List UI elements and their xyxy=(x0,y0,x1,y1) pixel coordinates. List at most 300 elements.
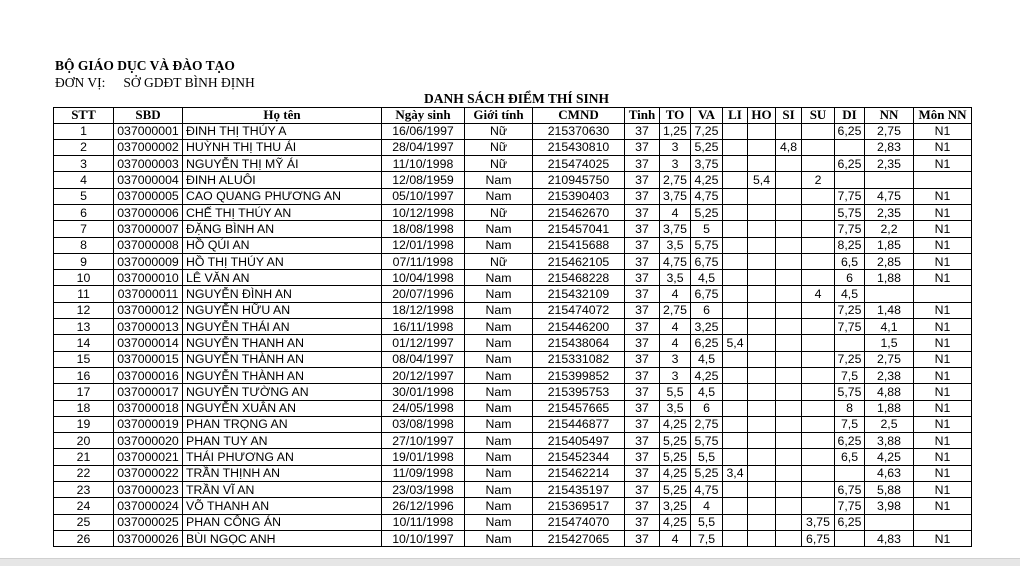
table-cell: 7,75 xyxy=(835,498,865,514)
table-cell: 2,35 xyxy=(865,156,914,172)
table-cell: 3,98 xyxy=(865,498,914,514)
table-cell: N1 xyxy=(914,123,972,139)
table-cell: 9 xyxy=(54,253,114,269)
table-cell: NGUYỄN THÁI AN xyxy=(183,319,382,335)
table-row xyxy=(54,384,972,400)
table-cell: 22 xyxy=(54,465,114,481)
table-cell: 6,75 xyxy=(691,253,723,269)
table-cell: N1 xyxy=(914,237,972,253)
table-cell xyxy=(776,465,802,481)
table-row xyxy=(54,237,972,253)
table-cell: 5,25 xyxy=(660,449,691,465)
table-cell: Nam xyxy=(465,465,533,481)
table-cell xyxy=(865,286,914,302)
table-cell: 23/03/1998 xyxy=(382,482,465,498)
table-row xyxy=(54,221,972,237)
table-cell: 10/04/1998 xyxy=(382,270,465,286)
table-cell: 08/04/1997 xyxy=(382,351,465,367)
table-cell: 2,38 xyxy=(865,367,914,383)
table-cell: Nữ xyxy=(465,156,533,172)
table-cell: 7,75 xyxy=(835,188,865,204)
table-cell: Nam xyxy=(465,351,533,367)
table-cell xyxy=(723,204,748,220)
table-cell: 037000013 xyxy=(114,319,183,335)
table-cell: 5 xyxy=(691,221,723,237)
table-cell xyxy=(802,400,835,416)
table-cell: 5,5 xyxy=(660,384,691,400)
table-cell xyxy=(776,433,802,449)
table-cell: NGUYỄN THÀNH AN xyxy=(183,351,382,367)
table-cell: 11 xyxy=(54,286,114,302)
table-cell: 4,75 xyxy=(691,188,723,204)
table-cell: 37 xyxy=(625,139,660,155)
table-cell xyxy=(748,416,776,432)
table-cell: 16/11/1998 xyxy=(382,319,465,335)
table-cell: 3,75 xyxy=(802,514,835,530)
table-cell xyxy=(723,139,748,155)
table-cell: 37 xyxy=(625,384,660,400)
table-cell: THÁI PHƯƠNG AN xyxy=(183,449,382,465)
table-row xyxy=(54,498,972,514)
table-cell: 37 xyxy=(625,270,660,286)
table-cell: Nam xyxy=(465,384,533,400)
table-cell: 2 xyxy=(54,139,114,155)
table-cell: NGUYỄN HỮU AN xyxy=(183,302,382,318)
table-header-row xyxy=(54,108,972,124)
table-cell: Nam xyxy=(465,400,533,416)
table-cell: 4,75 xyxy=(865,188,914,204)
table-cell: Nam xyxy=(465,221,533,237)
table-cell xyxy=(914,514,972,530)
table-cell: 24/05/1998 xyxy=(382,400,465,416)
table-cell xyxy=(776,319,802,335)
table-cell xyxy=(723,514,748,530)
table-cell: 37 xyxy=(625,319,660,335)
table-cell: 1,5 xyxy=(865,335,914,351)
table-row xyxy=(54,465,972,481)
column-header: SBD xyxy=(114,108,183,124)
document-title: DANH SÁCH ĐIỂM THÍ SINH xyxy=(424,91,610,106)
table-cell xyxy=(748,270,776,286)
table-cell: PHAN TUY AN xyxy=(183,433,382,449)
table-cell: 215370630 xyxy=(533,123,625,139)
table-cell: N1 xyxy=(914,253,972,269)
table-cell: N1 xyxy=(914,465,972,481)
table-cell: 7 xyxy=(54,221,114,237)
table-cell: 6,5 xyxy=(835,253,865,269)
table-cell: Nam xyxy=(465,335,533,351)
table-cell xyxy=(802,482,835,498)
table-cell: 4,5 xyxy=(691,384,723,400)
table-row xyxy=(54,270,972,286)
table-cell: 4,25 xyxy=(691,172,723,188)
column-header: HO xyxy=(748,108,776,124)
table-cell xyxy=(776,416,802,432)
table-cell: 5 xyxy=(54,188,114,204)
table-row xyxy=(54,156,972,172)
table-cell: 2,35 xyxy=(865,204,914,220)
table-cell: NGUYỄN THANH AN xyxy=(183,335,382,351)
table-cell xyxy=(914,172,972,188)
table-cell: 6 xyxy=(691,302,723,318)
table-cell: 03/08/1998 xyxy=(382,416,465,432)
table-cell: 37 xyxy=(625,514,660,530)
table-cell: 037000014 xyxy=(114,335,183,351)
table-cell xyxy=(748,530,776,546)
table-cell: Nam xyxy=(465,188,533,204)
table-cell xyxy=(802,433,835,449)
table-cell: 4 xyxy=(54,172,114,188)
column-header: CMND xyxy=(533,108,625,124)
table-cell: 37 xyxy=(625,465,660,481)
table-cell: 21 xyxy=(54,449,114,465)
table-cell: 26 xyxy=(54,530,114,546)
table-cell: 037000012 xyxy=(114,302,183,318)
table-cell: 2,75 xyxy=(660,172,691,188)
table-cell xyxy=(776,514,802,530)
table-cell: N1 xyxy=(914,156,972,172)
table-cell: 7,5 xyxy=(691,530,723,546)
table-cell: TRẦN THỊNH AN xyxy=(183,465,382,481)
table-cell: 215395753 xyxy=(533,384,625,400)
table-cell: 10/11/1998 xyxy=(382,514,465,530)
table-cell: N1 xyxy=(914,188,972,204)
table-cell: 037000010 xyxy=(114,270,183,286)
table-cell xyxy=(748,253,776,269)
table-row xyxy=(54,433,972,449)
table-cell: 24 xyxy=(54,498,114,514)
table-cell: 215415688 xyxy=(533,237,625,253)
table-cell: N1 xyxy=(914,433,972,449)
table-cell: 215438064 xyxy=(533,335,625,351)
table-cell xyxy=(748,302,776,318)
table-cell: ĐINH THỊ THÚY A xyxy=(183,123,382,139)
table-cell: 4 xyxy=(660,204,691,220)
table-cell: 210945750 xyxy=(533,172,625,188)
table-cell: 215435197 xyxy=(533,482,625,498)
table-cell: 7,75 xyxy=(835,319,865,335)
column-header: Tinh xyxy=(625,108,660,124)
table-cell: 28/04/1997 xyxy=(382,139,465,155)
table-cell xyxy=(865,172,914,188)
table-cell: 17 xyxy=(54,384,114,400)
table-cell xyxy=(776,400,802,416)
table-cell: 37 xyxy=(625,433,660,449)
column-header: SU xyxy=(802,108,835,124)
table-cell xyxy=(802,237,835,253)
table-cell xyxy=(748,514,776,530)
table-row xyxy=(54,367,972,383)
table-cell: 4 xyxy=(660,530,691,546)
table-cell: 37 xyxy=(625,367,660,383)
table-cell: 6,75 xyxy=(691,286,723,302)
table-row xyxy=(54,188,972,204)
table-cell xyxy=(748,482,776,498)
table-cell: NGUYỄN TƯỜNG AN xyxy=(183,384,382,400)
table-cell: 37 xyxy=(625,482,660,498)
table-cell: 6,25 xyxy=(835,514,865,530)
table-cell xyxy=(723,286,748,302)
table-row xyxy=(54,253,972,269)
table-cell xyxy=(748,400,776,416)
table-cell xyxy=(723,384,748,400)
table-cell: 6 xyxy=(691,400,723,416)
table-cell xyxy=(776,188,802,204)
table-cell: 6,75 xyxy=(835,482,865,498)
table-cell: 27/10/1997 xyxy=(382,433,465,449)
table-cell: 3,25 xyxy=(660,498,691,514)
table-cell: 4,5 xyxy=(691,270,723,286)
table-cell: 37 xyxy=(625,302,660,318)
table-cell: 3,75 xyxy=(660,221,691,237)
table-cell xyxy=(723,449,748,465)
column-header: VA xyxy=(691,108,723,124)
table-cell: 2,75 xyxy=(865,123,914,139)
table-cell: 5,5 xyxy=(691,514,723,530)
table-cell: HUỲNH THỊ THU ÁI xyxy=(183,139,382,155)
table-cell: 11/10/1998 xyxy=(382,156,465,172)
table-cell: 4 xyxy=(660,335,691,351)
table-cell: 037000001 xyxy=(114,123,183,139)
table-cell: 20/07/1996 xyxy=(382,286,465,302)
table-cell xyxy=(776,253,802,269)
table-cell xyxy=(723,400,748,416)
table-cell: 2,75 xyxy=(865,351,914,367)
table-cell xyxy=(776,449,802,465)
table-cell: N1 xyxy=(914,384,972,400)
table-cell xyxy=(748,221,776,237)
table-cell: 4,83 xyxy=(865,530,914,546)
table-cell xyxy=(748,351,776,367)
table-cell xyxy=(748,237,776,253)
table-cell xyxy=(802,123,835,139)
table-cell: 037000026 xyxy=(114,530,183,546)
column-header: LI xyxy=(723,108,748,124)
table-cell: 2,83 xyxy=(865,139,914,155)
table-cell: 4 xyxy=(660,319,691,335)
table-cell: 7,25 xyxy=(835,351,865,367)
table-cell: 215462670 xyxy=(533,204,625,220)
table-cell: 215432109 xyxy=(533,286,625,302)
column-header: SI xyxy=(776,108,802,124)
table-cell: 5,4 xyxy=(748,172,776,188)
table-cell: 13 xyxy=(54,319,114,335)
table-cell: 4,25 xyxy=(691,367,723,383)
table-row xyxy=(54,139,972,155)
table-cell: NGUYỄN THÀNH AN xyxy=(183,367,382,383)
table-cell: 37 xyxy=(625,204,660,220)
table-cell: 2,75 xyxy=(660,302,691,318)
table-cell: 6,25 xyxy=(835,433,865,449)
table-row xyxy=(54,172,972,188)
table-cell: HỒ THỊ THÚY AN xyxy=(183,253,382,269)
table-cell: 037000004 xyxy=(114,172,183,188)
table-cell: 4,25 xyxy=(660,416,691,432)
table-cell: Nữ xyxy=(465,204,533,220)
table-cell: Nam xyxy=(465,498,533,514)
table-cell: 37 xyxy=(625,449,660,465)
table-cell: TRẦN VĨ AN xyxy=(183,482,382,498)
table-cell: Nam xyxy=(465,270,533,286)
table-cell xyxy=(748,156,776,172)
table-cell xyxy=(776,221,802,237)
table-cell: Nam xyxy=(465,302,533,318)
table-cell: 2,85 xyxy=(865,253,914,269)
table-cell: 11/09/1998 xyxy=(382,465,465,481)
table-cell xyxy=(802,449,835,465)
table-cell: 037000009 xyxy=(114,253,183,269)
table-cell xyxy=(802,335,835,351)
table-cell: N1 xyxy=(914,204,972,220)
table-cell: 4,5 xyxy=(691,351,723,367)
table-cell xyxy=(723,123,748,139)
table-cell: 215474025 xyxy=(533,156,625,172)
table-cell xyxy=(748,286,776,302)
table-cell: 3,75 xyxy=(660,188,691,204)
table-cell: 37 xyxy=(625,498,660,514)
table-cell: Nữ xyxy=(465,253,533,269)
table-cell: VÕ THANH AN xyxy=(183,498,382,514)
table-cell: 3 xyxy=(660,367,691,383)
table-cell: 01/12/1997 xyxy=(382,335,465,351)
table-row xyxy=(54,400,972,416)
table-cell: 6,5 xyxy=(835,449,865,465)
table-cell: 19 xyxy=(54,416,114,432)
table-cell: 37 xyxy=(625,253,660,269)
table-cell xyxy=(776,270,802,286)
table-cell: 215474070 xyxy=(533,514,625,530)
table-row xyxy=(54,530,972,546)
column-header: Môn NN xyxy=(914,108,972,124)
table-cell: 037000024 xyxy=(114,498,183,514)
table-cell xyxy=(748,465,776,481)
table-cell: Nam xyxy=(465,530,533,546)
column-header: TO xyxy=(660,108,691,124)
table-cell: Nam xyxy=(465,449,533,465)
table-cell: LÊ VĂN AN xyxy=(183,270,382,286)
table-cell: 5,25 xyxy=(691,139,723,155)
table-cell: 12 xyxy=(54,302,114,318)
table-cell: 6 xyxy=(835,270,865,286)
table-cell: 07/11/1998 xyxy=(382,253,465,269)
table-row xyxy=(54,204,972,220)
table-cell: 3 xyxy=(54,156,114,172)
table-cell: 8 xyxy=(835,400,865,416)
table-cell xyxy=(723,498,748,514)
table-cell: 5,4 xyxy=(723,335,748,351)
table-cell: 12/08/1959 xyxy=(382,172,465,188)
table-cell xyxy=(748,188,776,204)
table-cell: 5,75 xyxy=(691,433,723,449)
table-cell: Nam xyxy=(465,367,533,383)
table-row xyxy=(54,302,972,318)
table-cell xyxy=(723,416,748,432)
table-cell: NGUYỄN XUÂN AN xyxy=(183,400,382,416)
unit-value: SỞ GDĐT BÌNH ĐỊNH xyxy=(123,75,255,90)
column-header: STT xyxy=(54,108,114,124)
table-cell xyxy=(776,156,802,172)
table-cell: 1 xyxy=(54,123,114,139)
table-cell: 215446200 xyxy=(533,319,625,335)
table-cell: 1,88 xyxy=(865,270,914,286)
table-row xyxy=(54,514,972,530)
table-cell xyxy=(723,188,748,204)
table-cell: 2,2 xyxy=(865,221,914,237)
table-cell xyxy=(835,465,865,481)
table-cell: 4,1 xyxy=(865,319,914,335)
table-cell: 5,25 xyxy=(660,433,691,449)
unit-line xyxy=(55,75,273,91)
table-cell xyxy=(802,204,835,220)
table-cell: 215427065 xyxy=(533,530,625,546)
table-cell: 5,25 xyxy=(691,465,723,481)
table-cell xyxy=(723,530,748,546)
table-cell: Nam xyxy=(465,433,533,449)
table-cell: 7,75 xyxy=(835,221,865,237)
table-cell: 18 xyxy=(54,400,114,416)
table-cell xyxy=(723,156,748,172)
table-cell xyxy=(802,221,835,237)
table-cell: 037000019 xyxy=(114,416,183,432)
table-cell: 5,75 xyxy=(691,237,723,253)
table-cell xyxy=(776,204,802,220)
table-cell xyxy=(776,335,802,351)
table-cell: 14 xyxy=(54,335,114,351)
table-cell xyxy=(835,530,865,546)
table-cell: 5,75 xyxy=(835,204,865,220)
table-cell: 037000025 xyxy=(114,514,183,530)
table-cell: CAO QUANG PHƯƠNG AN xyxy=(183,188,382,204)
table-cell: 10/10/1997 xyxy=(382,530,465,546)
table-cell: 10/12/1998 xyxy=(382,204,465,220)
table-cell: 5,25 xyxy=(691,204,723,220)
table-cell: 26/12/1996 xyxy=(382,498,465,514)
table-cell: Nữ xyxy=(465,139,533,155)
table-cell: 215468228 xyxy=(533,270,625,286)
table-cell: 37 xyxy=(625,286,660,302)
table-cell xyxy=(914,286,972,302)
column-header: Họ tên xyxy=(183,108,382,124)
table-cell: N1 xyxy=(914,449,972,465)
table-cell: 05/10/1997 xyxy=(382,188,465,204)
table-cell: 3,75 xyxy=(691,156,723,172)
table-cell: 37 xyxy=(625,188,660,204)
table-cell: Nam xyxy=(465,416,533,432)
table-cell: 23 xyxy=(54,482,114,498)
table-cell xyxy=(802,465,835,481)
table-cell: 037000015 xyxy=(114,351,183,367)
table-cell xyxy=(723,433,748,449)
table-cell: 037000006 xyxy=(114,204,183,220)
table-cell xyxy=(776,286,802,302)
table-cell: 215462214 xyxy=(533,465,625,481)
table-cell xyxy=(776,367,802,383)
table-cell: Nữ xyxy=(465,123,533,139)
table-cell: 3,5 xyxy=(660,237,691,253)
table-cell: 215405497 xyxy=(533,433,625,449)
table-cell: 215399852 xyxy=(533,367,625,383)
score-table xyxy=(53,107,972,547)
table-cell xyxy=(802,498,835,514)
table-cell: N1 xyxy=(914,270,972,286)
column-header: Ngày sinh xyxy=(382,108,465,124)
table-cell: 37 xyxy=(625,156,660,172)
table-cell: N1 xyxy=(914,139,972,155)
table-row xyxy=(54,286,972,302)
table-cell: 4 xyxy=(660,286,691,302)
table-cell: 16/06/1997 xyxy=(382,123,465,139)
table-cell xyxy=(748,123,776,139)
